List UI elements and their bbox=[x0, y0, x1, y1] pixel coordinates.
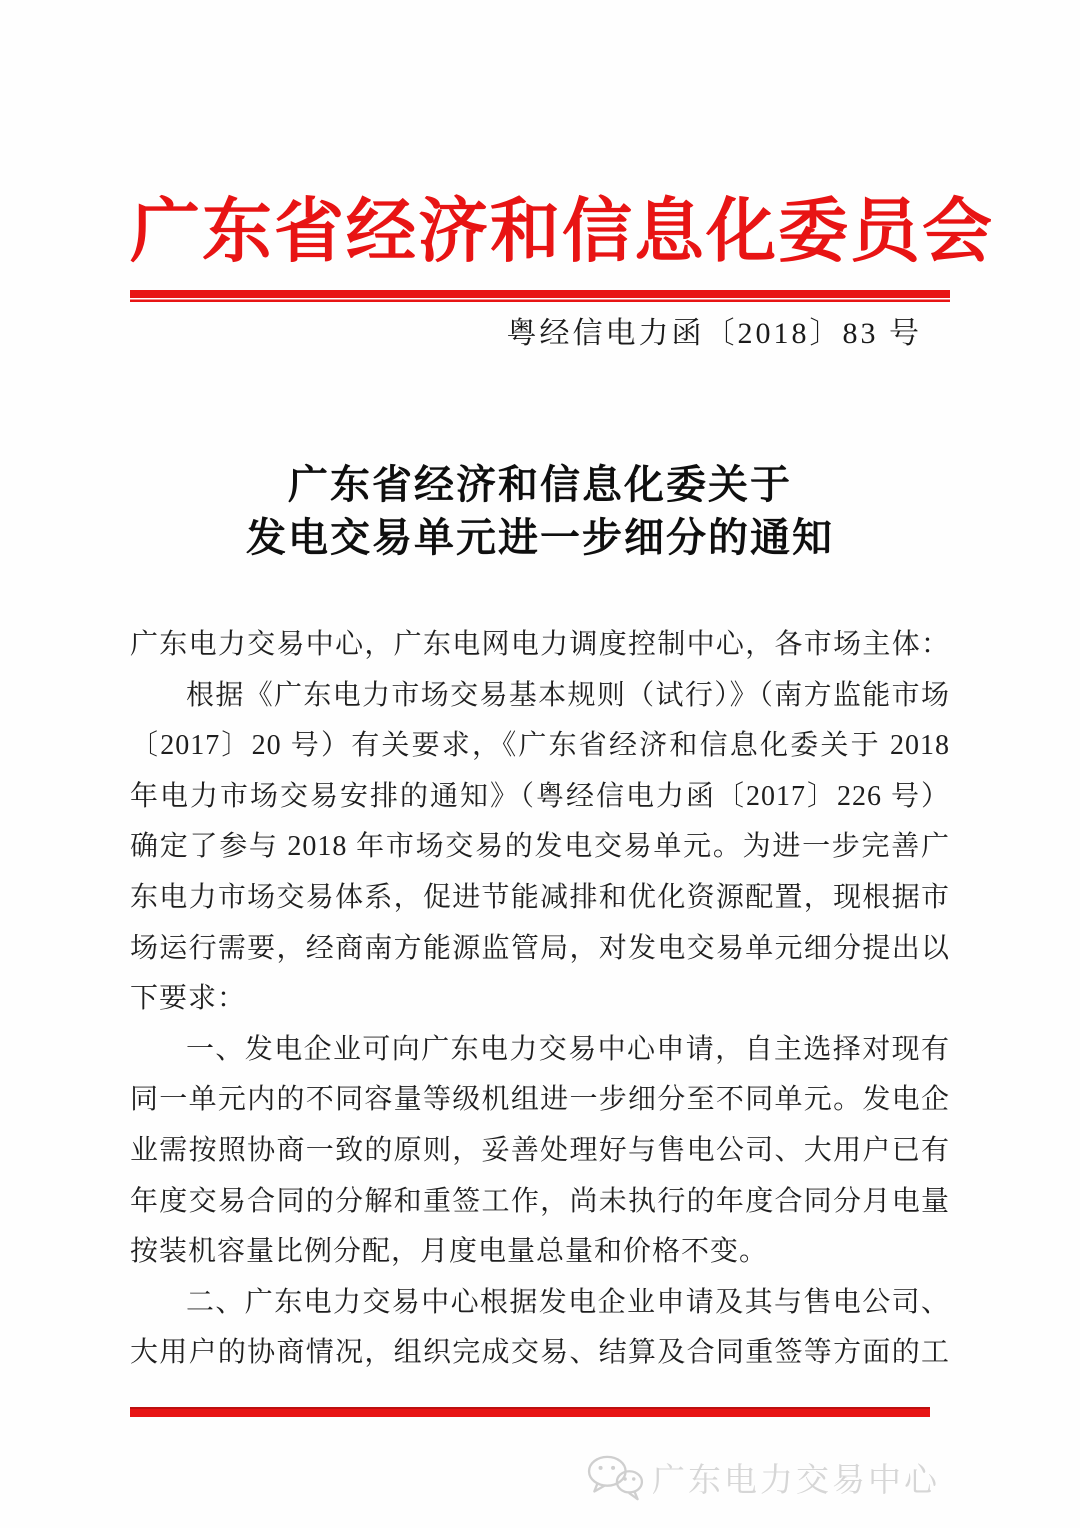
header-red-rule bbox=[130, 290, 950, 302]
body-line: 确定了参与 2018 年市场交易的发电交易单元。为进一步完善广 bbox=[130, 831, 950, 863]
document-title-line-2: 发电交易单元进一步细分的通知 bbox=[246, 515, 834, 560]
body-line: 业需按照协商一致的原则，妥善处理好与售电公司、大用户已有 bbox=[130, 1134, 950, 1166]
body-line: 广东电力交易中心，广东电网电力调度控制中心，各市场主体： bbox=[130, 629, 950, 660]
body-line: 根据《广东电力市场交易基本规则（试行）》（南方监能市场 bbox=[186, 679, 950, 711]
body-line: 年度交易合同的分解和重签工作，尚未执行的年度合同分月电量 bbox=[130, 1185, 950, 1217]
document-number: 粤经信电力函〔2018〕83 号 bbox=[506, 317, 922, 350]
footer-red-rule bbox=[130, 1407, 930, 1417]
body-line: 年电力市场交易安排的通知》（粤经信电力函〔2017〕226 号） bbox=[130, 780, 950, 812]
document-body bbox=[130, 620, 950, 1379]
document-content bbox=[130, 0, 994, 1503]
body-line: 下要求： bbox=[130, 983, 247, 1015]
wechat-icon bbox=[584, 1453, 646, 1503]
document-title-line-1: 广东省经济和信息化委关于 bbox=[288, 462, 792, 507]
body-line: 按装机容量比例分配，月度电量总量和价格不变。 bbox=[130, 1236, 769, 1268]
body-line: 二、广东电力交易中心根据发电企业申请及其与售电公司、 bbox=[186, 1286, 950, 1318]
issuing-org-title: 广东省经济和信息化委员会 bbox=[130, 194, 994, 271]
watermark-text: 广东电力交易中心 bbox=[652, 1461, 940, 1499]
watermark bbox=[130, 1453, 950, 1503]
body-line: 〔2017〕20 号）有关要求，《广东省经济和信息化委关于 2018 bbox=[130, 730, 950, 762]
body-line: 大用户的协商情况，组织完成交易、结算及合同重签等方面的工 bbox=[130, 1337, 950, 1369]
body-line: 场运行需要，经商南方能源监管局，对发电交易单元细分提出以 bbox=[130, 932, 950, 964]
body-line: 一、发电企业可向广东电力交易中心申请，自主选择对现有 bbox=[186, 1033, 950, 1065]
document-title bbox=[130, 458, 950, 564]
body-line: 同一单元内的不同容量等级机组进一步细分至不同单元。发电企 bbox=[130, 1084, 950, 1116]
body-line: 东电力市场交易体系，促进节能减排和优化资源配置，现根据市 bbox=[130, 881, 950, 913]
